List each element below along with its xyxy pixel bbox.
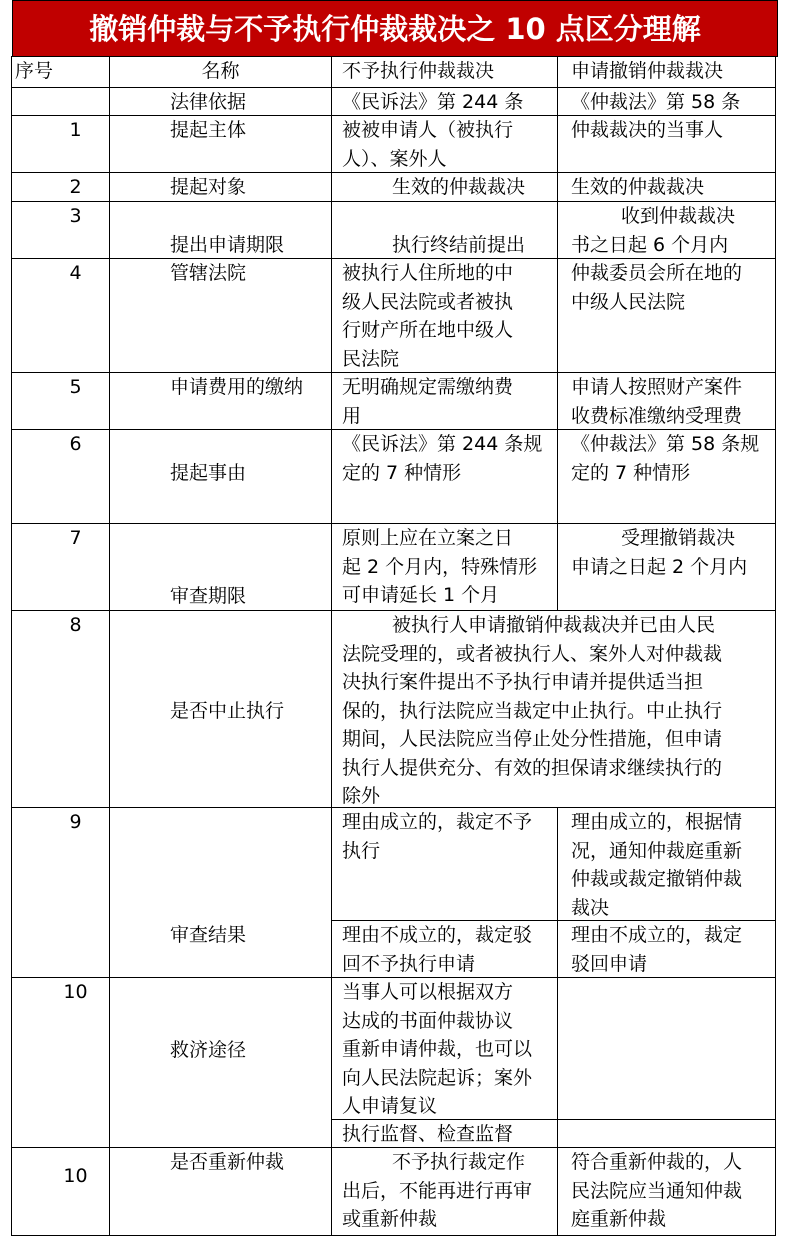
cell-text-line: 仲裁或裁定撤销仲裁 [571,868,743,890]
cell-text-line: 受理撤销裁决 [621,527,736,549]
cell-text-line: 被被申请人（被执行 [342,119,514,141]
cell-text-line: 提起主体 [170,119,247,141]
cell-text-line: 被执行人住所地的中 [342,262,514,284]
cell-text-line: 7 [69,527,82,549]
row-name [109,172,332,202]
revoke-cell [557,523,776,611]
header-not-enforce [331,56,558,88]
row-number [11,372,110,430]
cell-text-line: 无明确规定需缴纳费 [342,376,514,398]
not-enforce-cell [331,807,558,921]
cell-text-line: 执行监督、检查监督 [342,1123,514,1145]
cell-text-line: 定的 7 种情形 [342,461,462,484]
not-enforce-cell [331,372,558,430]
cell-text-line: 期间，人民法院应当停止处分性措施，但申请 [342,728,723,750]
not-enforce-cell [331,977,558,1120]
cell-text-line: 行财产所在地中级人 [342,319,514,341]
cell-text-line: 序号 [15,60,54,82]
cell-text-line: 《仲裁法》第 58 条 [571,91,741,113]
cell-text-line: 法院受理的，或者被执行人、案外人对仲裁裁 [342,642,723,665]
cell-text-line: 重新申请仲裁，也可以 [342,1038,533,1060]
not-enforce-cell [331,172,558,202]
cell-text-line: 生效的仲裁裁决 [392,176,526,198]
revoke-cell [557,1147,776,1236]
cell-text-line: 是否中止执行 [170,700,285,722]
cell-text-line: 被执行人申请撤销仲裁裁决并已由人民 [392,614,716,636]
cell-text-line: 《民诉法》第 244 条规 [342,433,543,455]
cell-text-line: 理由不成立的，裁定 [571,924,743,946]
row-name [109,807,332,978]
revoke-cell [557,87,776,116]
cell-text-line: 法律依据 [170,91,247,113]
not-enforce-cell [331,258,558,373]
row-name [109,372,332,430]
cell-text-line: 5 [69,376,82,398]
row-name [109,87,332,116]
cell-text-line: 除外 [342,785,381,807]
cell-text-line: 提起对象 [170,176,247,198]
cell-text-line: 不予执行裁定作 [392,1151,526,1173]
cell-text-line: 6 [69,433,82,455]
cell-text-line: 理由成立的，裁定不予 [342,811,533,833]
row-name [109,429,332,524]
cell-text-line: 原则上应在立案之日 [342,527,514,549]
cell-text-line: 执行 [342,839,381,862]
cell-text-line: 理由不成立的，裁定驳 [342,924,533,946]
cell-text-line: 《民诉法》第 244 条 [342,91,524,113]
not-enforce-cell [331,429,558,524]
not-enforce-cell [331,115,558,173]
cell-text-line: 当事人可以根据双方 [342,981,514,1003]
row-name [109,523,332,611]
revoke-cell [557,115,776,173]
cell-text-line: 驳回申请 [571,952,648,975]
cell-text-line: 收费标准缴纳受理费 [571,404,743,427]
row-number [11,201,110,259]
cell-text-line: 执行终结前提出 [392,234,526,256]
revoke-cell [557,201,776,259]
header-no [11,56,110,88]
row-number [11,115,110,173]
cell-text-line: 生效的仲裁裁决 [571,176,705,198]
cell-text-line: 可申请延长 1 个月 [342,584,500,606]
header-name [109,56,332,88]
cell-text-line: 仲裁裁决的当事人 [571,119,724,141]
cell-text-line: 级人民法院或者被执 [342,290,514,313]
cell-text-line: 起 2 个月内，特殊情形 [342,555,538,578]
not-enforce-cell [331,920,558,978]
cell-text-line: 符合重新仲裁的，人 [571,1151,743,1173]
cell-text-line: 救济途径 [170,1039,247,1061]
row-number [11,807,110,978]
cell-text-line: 2 [69,176,82,198]
row-number [11,523,110,611]
cell-text-line: 审查期限 [170,585,247,607]
cell-text-line: 达成的书面仲裁协议 [342,1009,514,1032]
cell-text-line: 提起事由 [170,462,247,484]
cell-text-line: 民法院 [342,347,400,370]
not-enforce-cell [331,201,558,259]
row-number [11,172,110,202]
cell-text-line: 申请撤销仲裁裁决 [571,60,724,82]
cell-text-line: 庭重新仲裁 [571,1208,667,1230]
cell-text-line: 理由成立的，根据情 [571,811,743,833]
row-name [109,258,332,373]
cell-text-line: 《仲裁法》第 58 条规 [571,433,760,455]
not-enforce-cell [331,87,558,116]
cell-text-line: 书之日起 6 个月内 [571,233,729,256]
cell-text-line: 申请人按照财产案件 [571,376,743,398]
revoke-cell [557,429,776,524]
header-revoke [557,56,776,88]
cell-text-line: 9 [69,811,82,833]
revoke-cell [557,977,776,1120]
row-name [109,1147,332,1236]
cell-text-line: 定的 7 种情形 [571,461,691,484]
row-number [11,87,110,116]
revoke-cell [557,258,776,373]
row-name [109,115,332,173]
row-number [11,977,110,1148]
cell-text-line: 中级人民法院 [571,290,686,313]
cell-text-line: 况，通知仲裁庭重新 [571,839,743,862]
cell-text-line: 收到仲裁裁决 [621,205,736,227]
cell-text-line: 执行人提供充分、有效的担保请求继续执行的 [342,756,723,779]
not-enforce-cell [331,1119,558,1148]
cell-text-line: 人申请复议 [342,1095,438,1117]
cell-text-line: 仲裁委员会所在地的 [571,262,743,284]
revoke-cell [557,920,776,978]
merged-cell [331,610,776,808]
cell-text-line: 人）、案外人 [342,147,447,170]
row-name [109,201,332,259]
cell-text-line: 民法院应当通知仲裁 [571,1179,743,1202]
row-name [109,977,332,1148]
cell-text-line: 向人民法院起诉；案外 [342,1066,533,1089]
cell-text-line: 管辖法院 [170,262,247,284]
cell-text-line: 提出申请期限 [170,234,285,256]
cell-text-line: 决执行案件提出不予执行申请并提供适当担 [342,671,704,693]
cell-text-line: 裁决 [571,896,610,919]
cell-text-line: 1 [69,119,82,141]
not-enforce-cell [331,1147,558,1236]
row-number [11,258,110,373]
cell-text-line: 保的，执行法院应当裁定中止执行。中止执行 [342,699,723,722]
cell-text-line: 是否重新仲裁 [170,1151,285,1173]
document-title: 撤销仲裁与不予执行仲裁裁决之 10 点区分理解 [12,0,778,57]
cell-text-line: 申请之日起 2 个月内 [571,555,748,578]
cell-text-line: 申请费用的缴纳 [170,376,304,398]
cell-text-line: 4 [69,262,82,284]
row-number [11,1147,110,1236]
cell-text-line: 回不予执行申请 [342,952,476,975]
cell-text-line: 不予执行仲裁裁决 [342,60,495,82]
revoke-cell [557,807,776,921]
revoke-cell [557,1119,776,1148]
revoke-cell [557,172,776,202]
cell-text-line: 审查结果 [170,924,247,946]
row-number [11,610,110,808]
cell-text-line: 3 [69,205,82,227]
row-name [109,610,332,808]
cell-text-line: 8 [69,614,82,636]
cell-text-line: 出后，不能再进行再审 [342,1179,533,1202]
not-enforce-cell [331,523,558,611]
cell-text-line: 10 [63,981,88,1003]
cell-text-line: 或重新仲裁 [342,1208,438,1230]
cell-text-line: 用 [342,404,362,427]
cell-text-line: 名称 [201,60,240,82]
row-number [11,429,110,524]
cell-text-line: 10 [63,1165,88,1187]
revoke-cell [557,372,776,430]
